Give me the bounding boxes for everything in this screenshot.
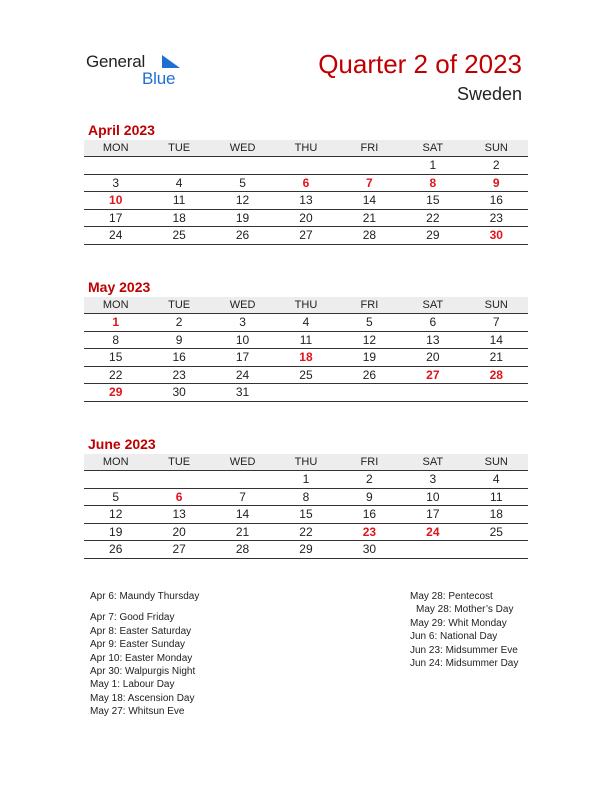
day-cell: 28 bbox=[211, 541, 274, 559]
day-cell: 26 bbox=[84, 541, 147, 559]
day-cell: 17 bbox=[211, 349, 274, 367]
day-cell: 1 bbox=[274, 471, 337, 489]
day-cell: 4 bbox=[465, 471, 528, 489]
logo bbox=[86, 50, 186, 90]
day-cell: 28 bbox=[338, 227, 401, 245]
day-cell: 30 bbox=[465, 227, 528, 245]
day-cell: 11 bbox=[274, 331, 337, 349]
day-cell: 19 bbox=[338, 349, 401, 367]
day-cell: 28 bbox=[465, 366, 528, 384]
empty-day-cell bbox=[211, 157, 274, 175]
day-cell: 2 bbox=[147, 314, 210, 332]
weekday-header: MON bbox=[84, 454, 147, 471]
day-cell: 20 bbox=[147, 523, 210, 541]
empty-day-cell bbox=[147, 471, 210, 489]
day-cell: 23 bbox=[338, 523, 401, 541]
day-cell: 29 bbox=[274, 541, 337, 559]
weekday-header: TUE bbox=[147, 140, 210, 157]
day-cell: 10 bbox=[401, 488, 464, 506]
day-cell: 23 bbox=[465, 209, 528, 227]
month-april bbox=[84, 122, 528, 245]
holiday-note: May 28: Pentecost bbox=[410, 591, 493, 602]
day-cell: 11 bbox=[147, 192, 210, 210]
day-cell: 30 bbox=[147, 384, 210, 402]
week-row bbox=[84, 174, 528, 192]
empty-day-cell bbox=[338, 384, 401, 402]
day-cell: 18 bbox=[147, 209, 210, 227]
empty-day-cell bbox=[84, 157, 147, 175]
day-cell: 25 bbox=[147, 227, 210, 245]
week-row bbox=[84, 192, 528, 210]
empty-day-cell bbox=[147, 157, 210, 175]
day-cell: 18 bbox=[274, 349, 337, 367]
day-cell: 8 bbox=[401, 174, 464, 192]
day-cell: 26 bbox=[338, 366, 401, 384]
empty-day-cell bbox=[401, 384, 464, 402]
day-cell: 9 bbox=[465, 174, 528, 192]
weekday-header: WED bbox=[211, 140, 274, 157]
holiday-note: Apr 30: Walpurgis Night bbox=[90, 666, 196, 678]
month-title: June 2023 bbox=[88, 436, 156, 452]
day-cell: 12 bbox=[338, 331, 401, 349]
week-row bbox=[84, 471, 528, 489]
day-cell: 6 bbox=[401, 314, 464, 332]
empty-day-cell bbox=[465, 541, 528, 559]
holiday-note: May 27: Whitsun Eve bbox=[90, 706, 185, 718]
day-cell: 7 bbox=[338, 174, 401, 192]
day-cell: 25 bbox=[465, 523, 528, 541]
holiday-note: May 28: Mother’s Day bbox=[416, 604, 514, 616]
week-row bbox=[84, 209, 528, 227]
day-cell: 13 bbox=[274, 192, 337, 210]
day-cell: 30 bbox=[338, 541, 401, 559]
day-cell: 21 bbox=[338, 209, 401, 227]
weekday-header: MON bbox=[84, 140, 147, 157]
day-cell: 5 bbox=[211, 174, 274, 192]
weekday-header: FRI bbox=[338, 140, 401, 157]
week-row bbox=[84, 506, 528, 524]
month-june bbox=[84, 436, 528, 559]
month-title: April 2023 bbox=[88, 122, 155, 138]
logo-text-blue: Blue bbox=[142, 69, 176, 88]
day-cell: 15 bbox=[274, 506, 337, 524]
day-cell: 23 bbox=[147, 366, 210, 384]
week-row bbox=[84, 523, 528, 541]
day-cell: 15 bbox=[401, 192, 464, 210]
week-row bbox=[84, 314, 528, 332]
month-may bbox=[84, 279, 528, 402]
day-cell: 26 bbox=[211, 227, 274, 245]
empty-day-cell bbox=[401, 541, 464, 559]
holiday-note: Apr 7: Good Friday bbox=[90, 612, 175, 624]
weekday-header: SAT bbox=[401, 454, 464, 471]
holiday-note: Apr 8: Easter Saturday bbox=[90, 625, 192, 637]
day-cell: 24 bbox=[84, 227, 147, 245]
week-row bbox=[84, 349, 528, 367]
day-cell: 6 bbox=[147, 488, 210, 506]
day-cell: 10 bbox=[84, 192, 147, 210]
day-cell: 16 bbox=[147, 349, 210, 367]
weekday-header: SUN bbox=[465, 454, 528, 471]
country-name: Sweden bbox=[456, 84, 522, 104]
week-row bbox=[84, 366, 528, 384]
day-cell: 19 bbox=[84, 523, 147, 541]
day-cell: 13 bbox=[147, 506, 210, 524]
empty-day-cell bbox=[84, 471, 147, 489]
day-cell: 8 bbox=[84, 331, 147, 349]
day-cell: 15 bbox=[84, 349, 147, 367]
day-cell: 22 bbox=[274, 523, 337, 541]
day-cell: 18 bbox=[465, 506, 528, 524]
day-cell: 9 bbox=[147, 331, 210, 349]
day-cell: 17 bbox=[401, 506, 464, 524]
weekday-header: MON bbox=[84, 297, 147, 314]
holiday-note: May 29: Whit Monday bbox=[410, 617, 507, 629]
weekday-header: WED bbox=[211, 454, 274, 471]
day-cell: 24 bbox=[401, 523, 464, 541]
day-cell: 22 bbox=[401, 209, 464, 227]
empty-day-cell bbox=[274, 157, 337, 175]
weekday-header: SAT bbox=[401, 140, 464, 157]
holiday-note: Jun 24: Midsummer Day bbox=[410, 658, 519, 670]
day-cell: 14 bbox=[211, 506, 274, 524]
holiday-note: May 1: Labour Day bbox=[90, 679, 175, 691]
empty-day-cell bbox=[465, 384, 528, 402]
weekday-header: SAT bbox=[401, 297, 464, 314]
day-cell: 7 bbox=[211, 488, 274, 506]
day-cell: 10 bbox=[211, 331, 274, 349]
page-title: Quarter 2 of 2023 bbox=[318, 49, 522, 79]
day-cell: 31 bbox=[211, 384, 274, 402]
day-cell: 14 bbox=[338, 192, 401, 210]
day-cell: 22 bbox=[84, 366, 147, 384]
weekday-header: THU bbox=[274, 140, 337, 157]
weekday-header: FRI bbox=[338, 297, 401, 314]
holiday-note: Apr 9: Easter Sunday bbox=[90, 639, 186, 651]
week-row bbox=[84, 157, 528, 175]
day-cell: 17 bbox=[84, 209, 147, 227]
day-cell: 20 bbox=[274, 209, 337, 227]
day-cell: 6 bbox=[274, 174, 337, 192]
day-cell: 16 bbox=[465, 192, 528, 210]
day-cell: 5 bbox=[84, 488, 147, 506]
day-cell: 16 bbox=[338, 506, 401, 524]
weekday-header: SUN bbox=[465, 297, 528, 314]
day-cell: 14 bbox=[465, 331, 528, 349]
empty-day-cell bbox=[211, 471, 274, 489]
weekday-header: SUN bbox=[465, 140, 528, 157]
day-cell: 21 bbox=[211, 523, 274, 541]
day-cell: 29 bbox=[84, 384, 147, 402]
day-cell: 7 bbox=[465, 314, 528, 332]
day-cell: 5 bbox=[338, 314, 401, 332]
day-cell: 21 bbox=[465, 349, 528, 367]
day-cell: 8 bbox=[274, 488, 337, 506]
holiday-notes-left bbox=[90, 590, 199, 719]
week-row bbox=[84, 384, 528, 402]
day-cell: 29 bbox=[401, 227, 464, 245]
week-row bbox=[84, 541, 528, 559]
week-row bbox=[84, 227, 528, 245]
day-cell: 3 bbox=[84, 174, 147, 192]
holiday-note: Jun 6: National Day bbox=[410, 631, 498, 643]
holiday-notes-right bbox=[410, 590, 518, 670]
calendar-table bbox=[84, 297, 528, 402]
day-cell: 2 bbox=[465, 157, 528, 175]
day-cell: 1 bbox=[401, 157, 464, 175]
day-cell: 24 bbox=[211, 366, 274, 384]
day-cell: 2 bbox=[338, 471, 401, 489]
weekday-header: THU bbox=[274, 297, 337, 314]
week-row bbox=[84, 331, 528, 349]
day-cell: 20 bbox=[401, 349, 464, 367]
holiday-note: Apr 10: Easter Monday bbox=[90, 652, 193, 664]
day-cell: 13 bbox=[401, 331, 464, 349]
month-title: May 2023 bbox=[88, 279, 151, 295]
week-row bbox=[84, 488, 528, 506]
weekday-header: WED bbox=[211, 297, 274, 314]
calendar-table bbox=[84, 454, 528, 559]
day-cell: 25 bbox=[274, 366, 337, 384]
day-cell: 11 bbox=[465, 488, 528, 506]
day-cell: 9 bbox=[338, 488, 401, 506]
day-cell: 27 bbox=[147, 541, 210, 559]
holiday-note: Jun 23: Midsummer Eve bbox=[410, 644, 518, 656]
day-cell: 1 bbox=[84, 314, 147, 332]
weekday-header: THU bbox=[274, 454, 337, 471]
day-cell: 12 bbox=[84, 506, 147, 524]
empty-day-cell bbox=[338, 157, 401, 175]
logo-text-general: General bbox=[86, 52, 146, 71]
day-cell: 3 bbox=[401, 471, 464, 489]
day-cell: 4 bbox=[274, 314, 337, 332]
weekday-header: FRI bbox=[338, 454, 401, 471]
weekday-header: TUE bbox=[147, 454, 210, 471]
holiday-note: May 18: Ascension Day bbox=[90, 692, 195, 704]
weekday-header: TUE bbox=[147, 297, 210, 314]
day-cell: 19 bbox=[211, 209, 274, 227]
day-cell: 4 bbox=[147, 174, 210, 192]
day-cell: 12 bbox=[211, 192, 274, 210]
empty-day-cell bbox=[274, 384, 337, 402]
day-cell: 3 bbox=[211, 314, 274, 332]
holiday-note: Apr 6: Maundy Thursday bbox=[90, 591, 200, 602]
day-cell: 27 bbox=[274, 227, 337, 245]
day-cell: 27 bbox=[401, 366, 464, 384]
calendar-table bbox=[84, 140, 528, 245]
